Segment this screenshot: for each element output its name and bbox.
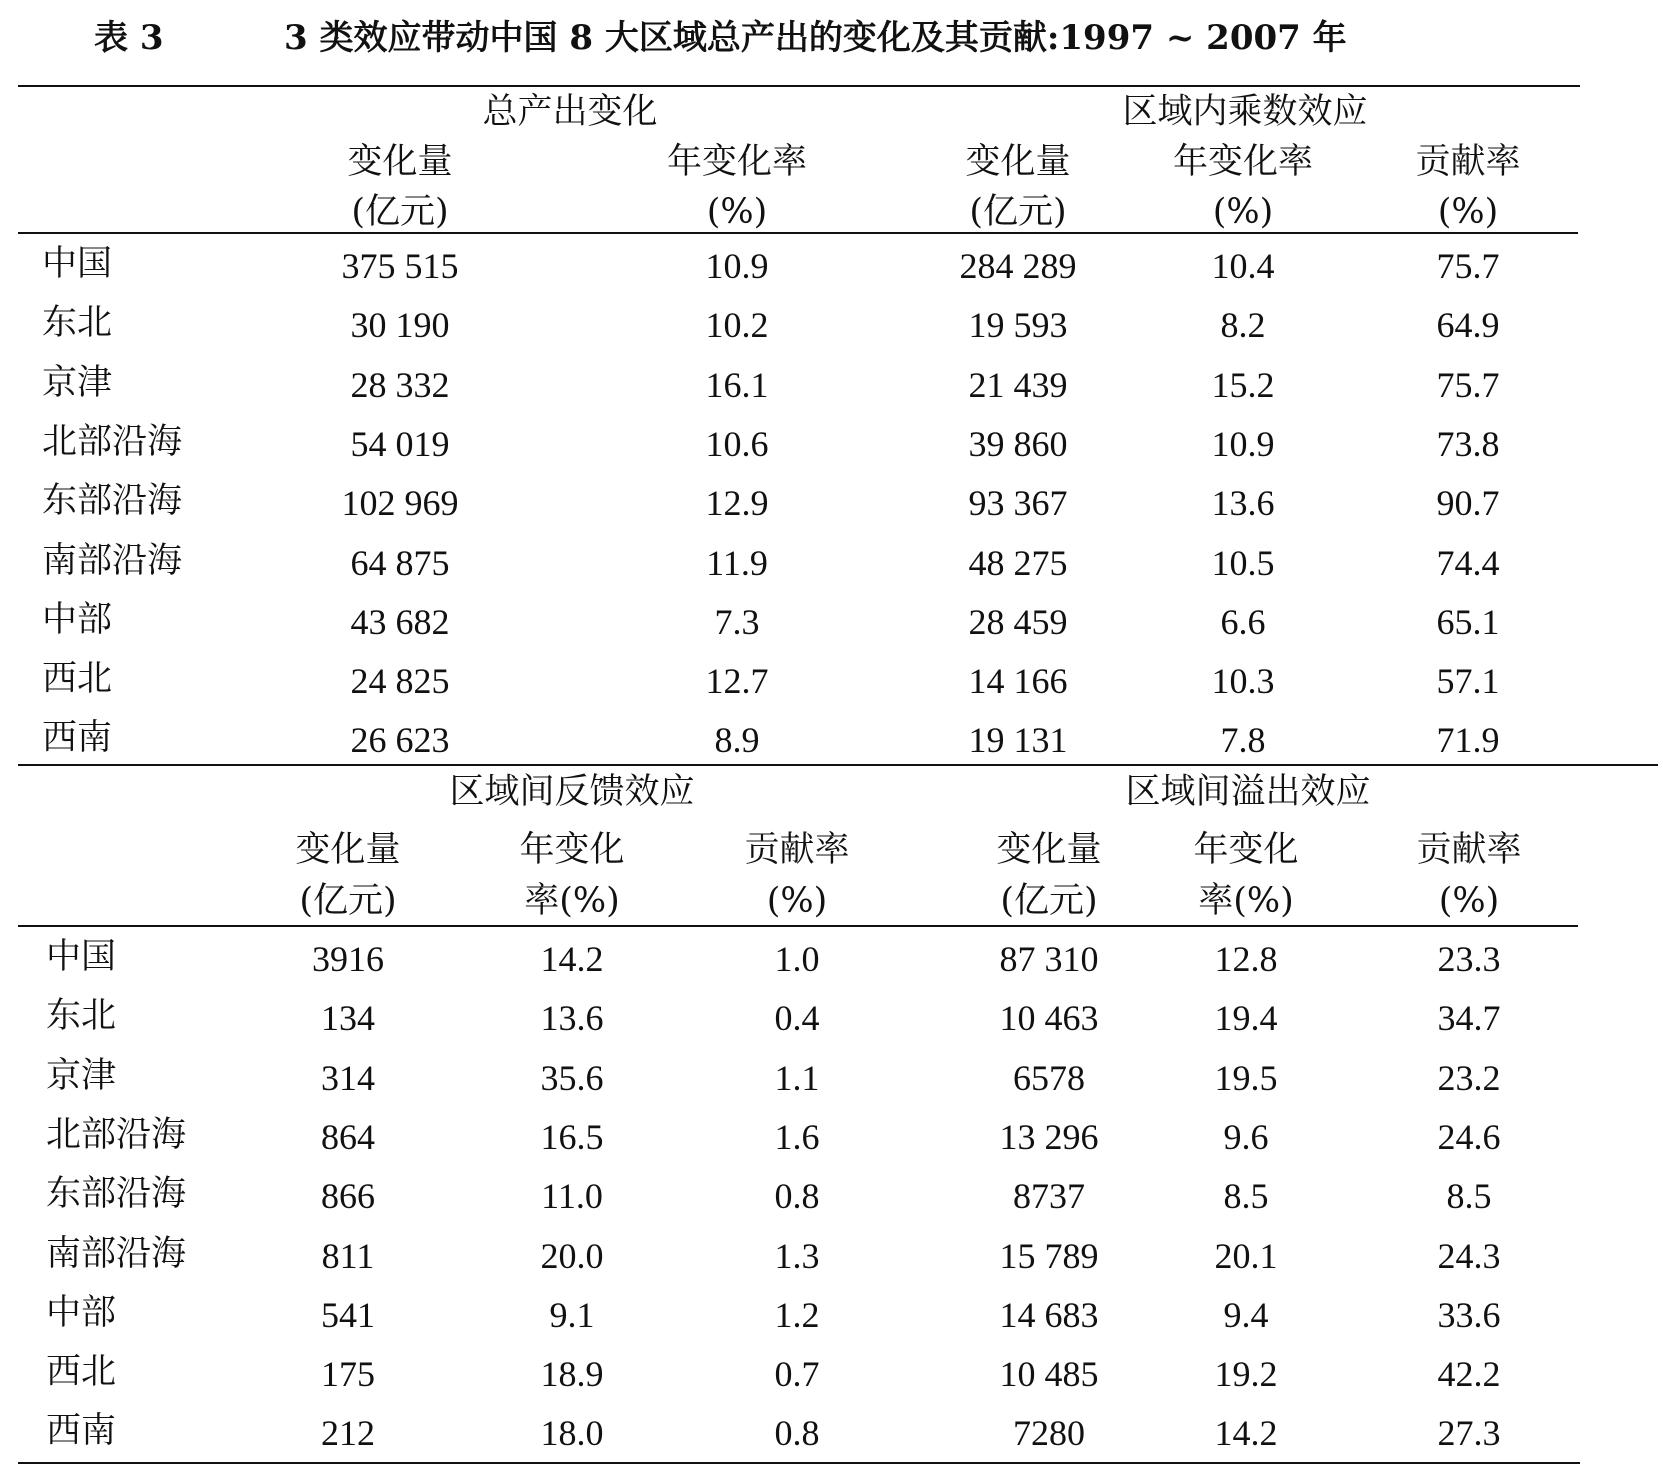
group-header: 区域间溢出效应 bbox=[1125, 772, 1371, 812]
column-header: 年变化 bbox=[519, 830, 625, 870]
table-cell: 42.2 bbox=[1437, 1354, 1501, 1394]
table-caption bbox=[94, 14, 1347, 62]
table-cell: 14.2 bbox=[1214, 1413, 1278, 1453]
column-header: (亿元) bbox=[1000, 881, 1098, 921]
table-cell: 28 332 bbox=[350, 365, 450, 405]
row-region-label: 中部 bbox=[46, 1293, 117, 1333]
panel-divider-rule bbox=[18, 764, 1658, 766]
row-region-label: 东北 bbox=[46, 996, 117, 1036]
table-cell: 27.3 bbox=[1437, 1413, 1501, 1453]
panel2-header-rule bbox=[18, 925, 1578, 927]
table-cell: 10.5 bbox=[1211, 543, 1275, 583]
table-cell: 23.2 bbox=[1437, 1058, 1501, 1098]
table-cell: 73.8 bbox=[1436, 424, 1500, 464]
table-cell: 75.7 bbox=[1436, 246, 1500, 286]
table-cell: 34.7 bbox=[1437, 998, 1501, 1038]
column-header: 贡献率 bbox=[1416, 830, 1522, 870]
table-cell: 0.7 bbox=[774, 1354, 820, 1394]
table-cell: 11.0 bbox=[541, 1176, 603, 1216]
table-cell: 43 682 bbox=[350, 602, 450, 642]
table-cell: 54 019 bbox=[350, 424, 450, 464]
table-number: 表 3 bbox=[94, 18, 164, 58]
column-header: 变化量 bbox=[295, 830, 401, 870]
table-cell: 19.5 bbox=[1214, 1058, 1278, 1098]
table-cell: 24.6 bbox=[1437, 1117, 1501, 1157]
table-cell: 19.4 bbox=[1214, 998, 1278, 1038]
row-region-label: 东部沿海 bbox=[42, 481, 183, 521]
row-region-label: 西南 bbox=[42, 718, 113, 758]
row-region-label: 东北 bbox=[42, 303, 113, 343]
table-cell: 39 860 bbox=[968, 424, 1068, 464]
table-cell: 20.0 bbox=[540, 1236, 604, 1276]
table-cell: 30 190 bbox=[350, 305, 450, 345]
table-cell: 15.2 bbox=[1211, 365, 1275, 405]
table-cell: 8.9 bbox=[714, 720, 760, 760]
table-cell: 20.1 bbox=[1214, 1236, 1278, 1276]
table-cell: 8.5 bbox=[1223, 1176, 1269, 1216]
table-cell: 7280 bbox=[1013, 1413, 1085, 1453]
row-region-label: 西北 bbox=[46, 1352, 117, 1392]
table-cell: 10.6 bbox=[705, 424, 769, 464]
table-cell: 9.6 bbox=[1223, 1117, 1269, 1157]
table-cell: 14 166 bbox=[968, 661, 1068, 701]
bottom-rule bbox=[18, 1462, 1580, 1464]
table-cell: 12.9 bbox=[705, 483, 769, 523]
table-cell: 57.1 bbox=[1436, 661, 1500, 701]
table-cell: 65.1 bbox=[1436, 602, 1500, 642]
table-cell: 12.8 bbox=[1214, 939, 1278, 979]
row-region-label: 京津 bbox=[42, 363, 113, 403]
table-cell: 10.4 bbox=[1211, 246, 1275, 286]
table-cell: 14.2 bbox=[540, 939, 604, 979]
column-header: 率(%) bbox=[524, 881, 620, 921]
table-cell: 284 289 bbox=[959, 246, 1077, 286]
table-cell: 71.9 bbox=[1436, 720, 1500, 760]
table-cell: 102 969 bbox=[341, 483, 459, 523]
table-cell: 28 459 bbox=[968, 602, 1068, 642]
row-region-label: 中国 bbox=[42, 244, 113, 284]
table-cell: 375 515 bbox=[341, 246, 459, 286]
table-cell: 541 bbox=[321, 1295, 375, 1335]
table-cell: 15 789 bbox=[999, 1236, 1099, 1276]
group-header: 总产出变化 bbox=[482, 92, 658, 132]
table-cell: 75.7 bbox=[1436, 365, 1500, 405]
table-cell: 12.7 bbox=[705, 661, 769, 701]
table-cell: 8.5 bbox=[1446, 1176, 1492, 1216]
table-cell: 0.4 bbox=[774, 998, 820, 1038]
table-cell: 87 310 bbox=[999, 939, 1099, 979]
panel1-header-rule bbox=[18, 232, 1578, 234]
table-cell: 21 439 bbox=[968, 365, 1068, 405]
table-cell: 3916 bbox=[312, 939, 384, 979]
table-cell: 90.7 bbox=[1436, 483, 1500, 523]
table-cell: 26 623 bbox=[350, 720, 450, 760]
group-header: 区域内乘数效应 bbox=[1122, 92, 1368, 132]
table-cell: 48 275 bbox=[968, 543, 1068, 583]
column-header: 年变化率 bbox=[1172, 142, 1314, 182]
row-region-label: 南部沿海 bbox=[46, 1234, 187, 1274]
table-cell: 24.3 bbox=[1437, 1236, 1501, 1276]
table-cell: 18.0 bbox=[540, 1413, 604, 1453]
table-cell: 74.4 bbox=[1436, 543, 1500, 583]
table-title: 3 类效应带动中国 8 大区域总产出的变化及其贡献:1997 ~ 2007 年 bbox=[284, 18, 1347, 58]
table-cell: 93 367 bbox=[968, 483, 1068, 523]
table-cell: 14 683 bbox=[999, 1295, 1099, 1335]
column-header: (%) bbox=[1437, 192, 1499, 232]
row-region-label: 北部沿海 bbox=[46, 1115, 187, 1155]
table-cell: 19 131 bbox=[968, 720, 1068, 760]
column-header: (亿元) bbox=[351, 192, 449, 232]
table-cell: 10.9 bbox=[705, 246, 769, 286]
table-cell: 864 bbox=[321, 1117, 375, 1157]
column-header: 年变化率 bbox=[666, 142, 808, 182]
column-header: 率(%) bbox=[1198, 881, 1294, 921]
table-cell: 6.6 bbox=[1220, 602, 1266, 642]
table-cell: 1.1 bbox=[774, 1058, 820, 1098]
column-header: (%) bbox=[1438, 881, 1500, 921]
column-header: 贡献率 bbox=[744, 830, 850, 870]
table-cell: 24 825 bbox=[350, 661, 450, 701]
row-region-label: 西北 bbox=[42, 659, 113, 699]
table-cell: 811 bbox=[321, 1236, 375, 1276]
row-region-label: 中部 bbox=[42, 600, 113, 640]
table-cell: 13.6 bbox=[540, 998, 604, 1038]
table-cell: 33.6 bbox=[1437, 1295, 1501, 1335]
table-cell: 19.2 bbox=[1214, 1354, 1278, 1394]
table-cell: 10.2 bbox=[705, 305, 769, 345]
column-header: (亿元) bbox=[969, 192, 1067, 232]
table-cell: 7.8 bbox=[1220, 720, 1266, 760]
top-rule bbox=[18, 85, 1580, 87]
row-region-label: 京津 bbox=[46, 1056, 117, 1096]
table-cell: 10.3 bbox=[1211, 661, 1275, 701]
column-header: 变化量 bbox=[965, 142, 1071, 182]
column-header: (%) bbox=[766, 881, 828, 921]
column-header: 贡献率 bbox=[1415, 142, 1521, 182]
table-cell: 9.1 bbox=[549, 1295, 595, 1335]
table-cell: 35.6 bbox=[540, 1058, 604, 1098]
row-region-label: 中国 bbox=[46, 937, 117, 977]
table-cell: 19 593 bbox=[968, 305, 1068, 345]
table-cell: 0.8 bbox=[774, 1176, 820, 1216]
table-cell: 8737 bbox=[1013, 1176, 1085, 1216]
table-cell: 134 bbox=[321, 998, 375, 1038]
table-cell: 1.2 bbox=[774, 1295, 820, 1335]
table-cell: 0.8 bbox=[774, 1413, 820, 1453]
column-header: (%) bbox=[1212, 192, 1274, 232]
row-region-label: 东部沿海 bbox=[46, 1174, 187, 1214]
column-header: 年变化 bbox=[1193, 830, 1299, 870]
table-cell: 1.3 bbox=[774, 1236, 820, 1276]
table-cell: 1.6 bbox=[774, 1117, 820, 1157]
column-header: 变化量 bbox=[347, 142, 453, 182]
row-region-label: 南部沿海 bbox=[42, 541, 183, 581]
table-cell: 11.9 bbox=[706, 543, 768, 583]
row-region-label: 北部沿海 bbox=[42, 422, 183, 462]
column-header: (亿元) bbox=[299, 881, 397, 921]
group-header: 区域间反馈效应 bbox=[449, 772, 695, 812]
table-cell: 10.9 bbox=[1211, 424, 1275, 464]
table-cell: 13 296 bbox=[999, 1117, 1099, 1157]
table-cell: 7.3 bbox=[714, 602, 760, 642]
table-cell: 6578 bbox=[1013, 1058, 1085, 1098]
table-cell: 16.5 bbox=[540, 1117, 604, 1157]
table-cell: 314 bbox=[321, 1058, 375, 1098]
table-cell: 18.9 bbox=[540, 1354, 604, 1394]
column-header: (%) bbox=[706, 192, 768, 232]
table-cell: 9.4 bbox=[1223, 1295, 1269, 1335]
column-header: 变化量 bbox=[996, 830, 1102, 870]
table-cell: 64 875 bbox=[350, 543, 450, 583]
table-cell: 212 bbox=[321, 1413, 375, 1453]
table-cell: 64.9 bbox=[1436, 305, 1500, 345]
table-cell: 8.2 bbox=[1220, 305, 1266, 345]
table-cell: 175 bbox=[321, 1354, 375, 1394]
table-cell: 1.0 bbox=[774, 939, 820, 979]
table-cell: 23.3 bbox=[1437, 939, 1501, 979]
table-cell: 10 485 bbox=[999, 1354, 1099, 1394]
row-region-label: 西南 bbox=[46, 1411, 117, 1451]
table-cell: 10 463 bbox=[999, 998, 1099, 1038]
table-cell: 13.6 bbox=[1211, 483, 1275, 523]
table-cell: 16.1 bbox=[705, 365, 769, 405]
table-cell: 866 bbox=[321, 1176, 375, 1216]
